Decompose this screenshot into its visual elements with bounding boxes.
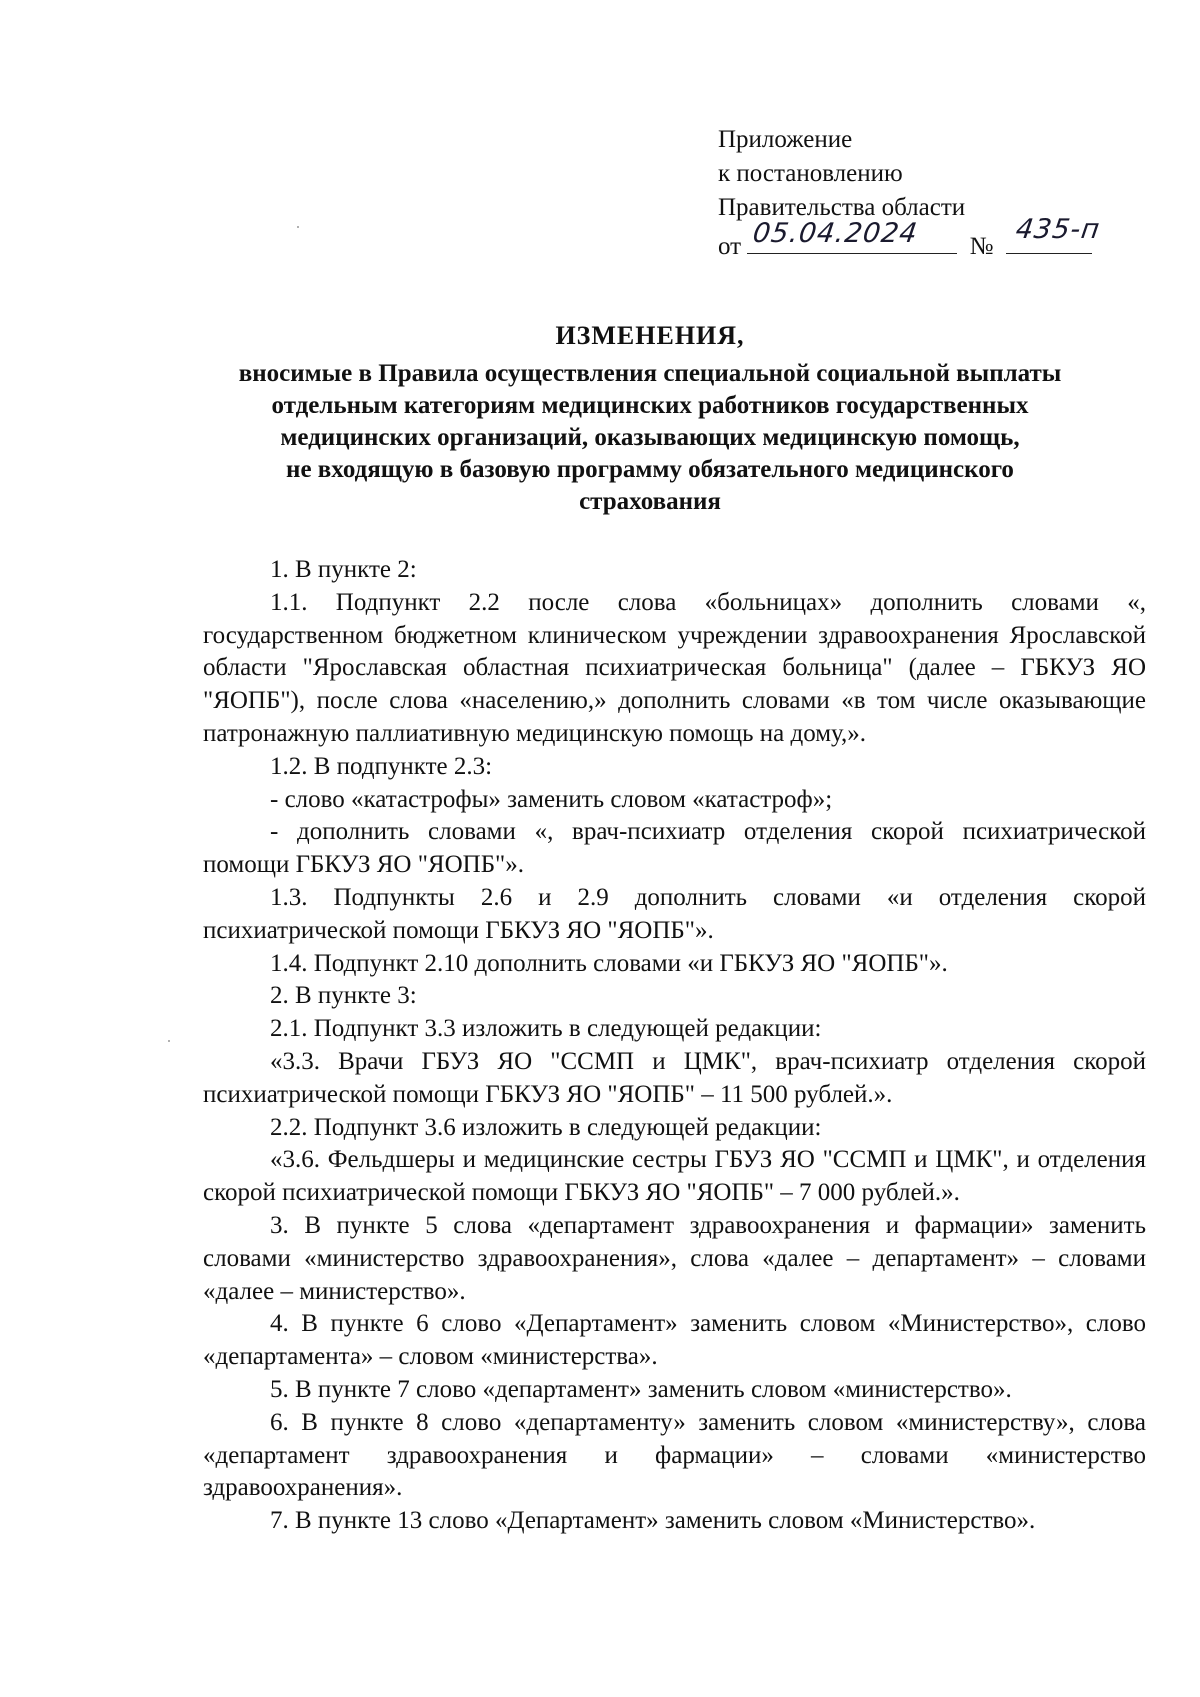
handwritten-number: 435-п [1013, 214, 1102, 245]
document-body [203, 554, 1146, 1538]
handwritten-date: 05.04.2024 [751, 218, 921, 249]
appendix-block [718, 123, 1102, 261]
from-label: от [718, 233, 742, 260]
paragraph: 6. В пункте 8 слово «департаменту» заменить словом «министерству», слова «департамент здравоохранения и фармации» – словами «министерство здравоохранения». [203, 1408, 1146, 1502]
paragraph: «3.6. Фельдшеры и медицинские сестры ГБУЗ ЯО "ССМП и ЦМК", и отделения скорой психиатрической помощи ГБКУЗ ЯО "ЯОПБ" – 7 000 рублей.». [203, 1146, 1146, 1207]
paragraph: 1.1. Подпункт 2.2 после слова «больницах» дополнить словами «, государственном бюджетном клиническом учреждении здравоохранения Ярославской области "Ярославская областная психиатрическая больница" (далее – ГБКУЗ ЯО "ЯОПБ"), после слова «населению,» дополнить словами «в том числе оказывающие патронажную паллиативную медицинскую помощь на дому,». [203, 588, 1146, 747]
paragraph: 1.2. В подпункте 2.3: [270, 752, 493, 780]
paragraph: 2.1. Подпункт 3.3 изложить в следующей редакции: [270, 1015, 822, 1043]
number-label: № [969, 233, 994, 260]
title-main: ИЗМЕНЕНИЯ, [555, 321, 745, 350]
paragraph: - дополнить словами «, врач-психиатр отделения скорой психиатрической помощи ГБКУЗ ЯО "ЯОПБ"». [203, 818, 1146, 879]
paragraph: 1.3. Подпункты 2.6 и 2.9 дополнить словами «и отделения скорой психиатрической помощи ГБКУЗ ЯО "ЯОПБ"». [203, 883, 1146, 944]
appendix-line-1: Приложение [718, 126, 853, 153]
title-line: не входящую в базовую программу обязательного медицинского [286, 456, 1014, 483]
paragraph: 1. В пункте 2: [270, 556, 417, 583]
paragraph: 4. В пункте 6 слово «Департамент» заменить словом «Министерство», слово «департамента» – словом «министерства». [203, 1310, 1146, 1371]
title-line: страхования [579, 488, 721, 515]
appendix-date-line [718, 214, 1102, 261]
paragraph: 3. В пункте 5 слова «департамент здравоохранения и фармации» заменить словами «министерство здравоохранения», слова «далее – департамент» – словами «далее – министерство». [203, 1211, 1146, 1305]
title-line: отдельным категориям медицинских работников государственных [271, 392, 1029, 419]
title-line: медицинских организаций, оказывающих медицинскую помощь, [280, 424, 1020, 451]
appendix-line-2: к постановлению [718, 160, 903, 187]
paragraph: 5. В пункте 7 слово «департамент» заменить словом «министерство». [270, 1375, 1012, 1403]
scan-speck [297, 226, 299, 228]
paragraph: 2. В пункте 3: [270, 982, 417, 1010]
paragraph: «3.3. Врачи ГБУЗ ЯО "ССМП и ЦМК", врач-психиатр отделения скорой психиатрической помощи ГБКУЗ ЯО "ЯОПБ" – 11 500 рублей.». [203, 1047, 1146, 1108]
paragraph: - слово «катастрофы» заменить словом «катастроф»; [270, 785, 833, 813]
title-line: вносимые в Правила осуществления специальной социальной выплаты [238, 360, 1062, 387]
number-field [1006, 214, 1102, 254]
document-title [160, 320, 1140, 518]
paragraph: 7. В пункте 13 слово «Департамент» заменить словом «Министерство». [270, 1507, 1036, 1535]
appendix-line-3: Правительства области [718, 194, 966, 221]
paragraph: 2.2. Подпункт 3.6 изложить в следующей редакции: [270, 1113, 822, 1141]
paragraph: 1.4. Подпункт 2.10 дополнить словами «и ГБКУЗ ЯО "ЯОПБ"». [270, 949, 948, 977]
scan-speck [168, 1040, 170, 1042]
date-field [747, 218, 957, 254]
